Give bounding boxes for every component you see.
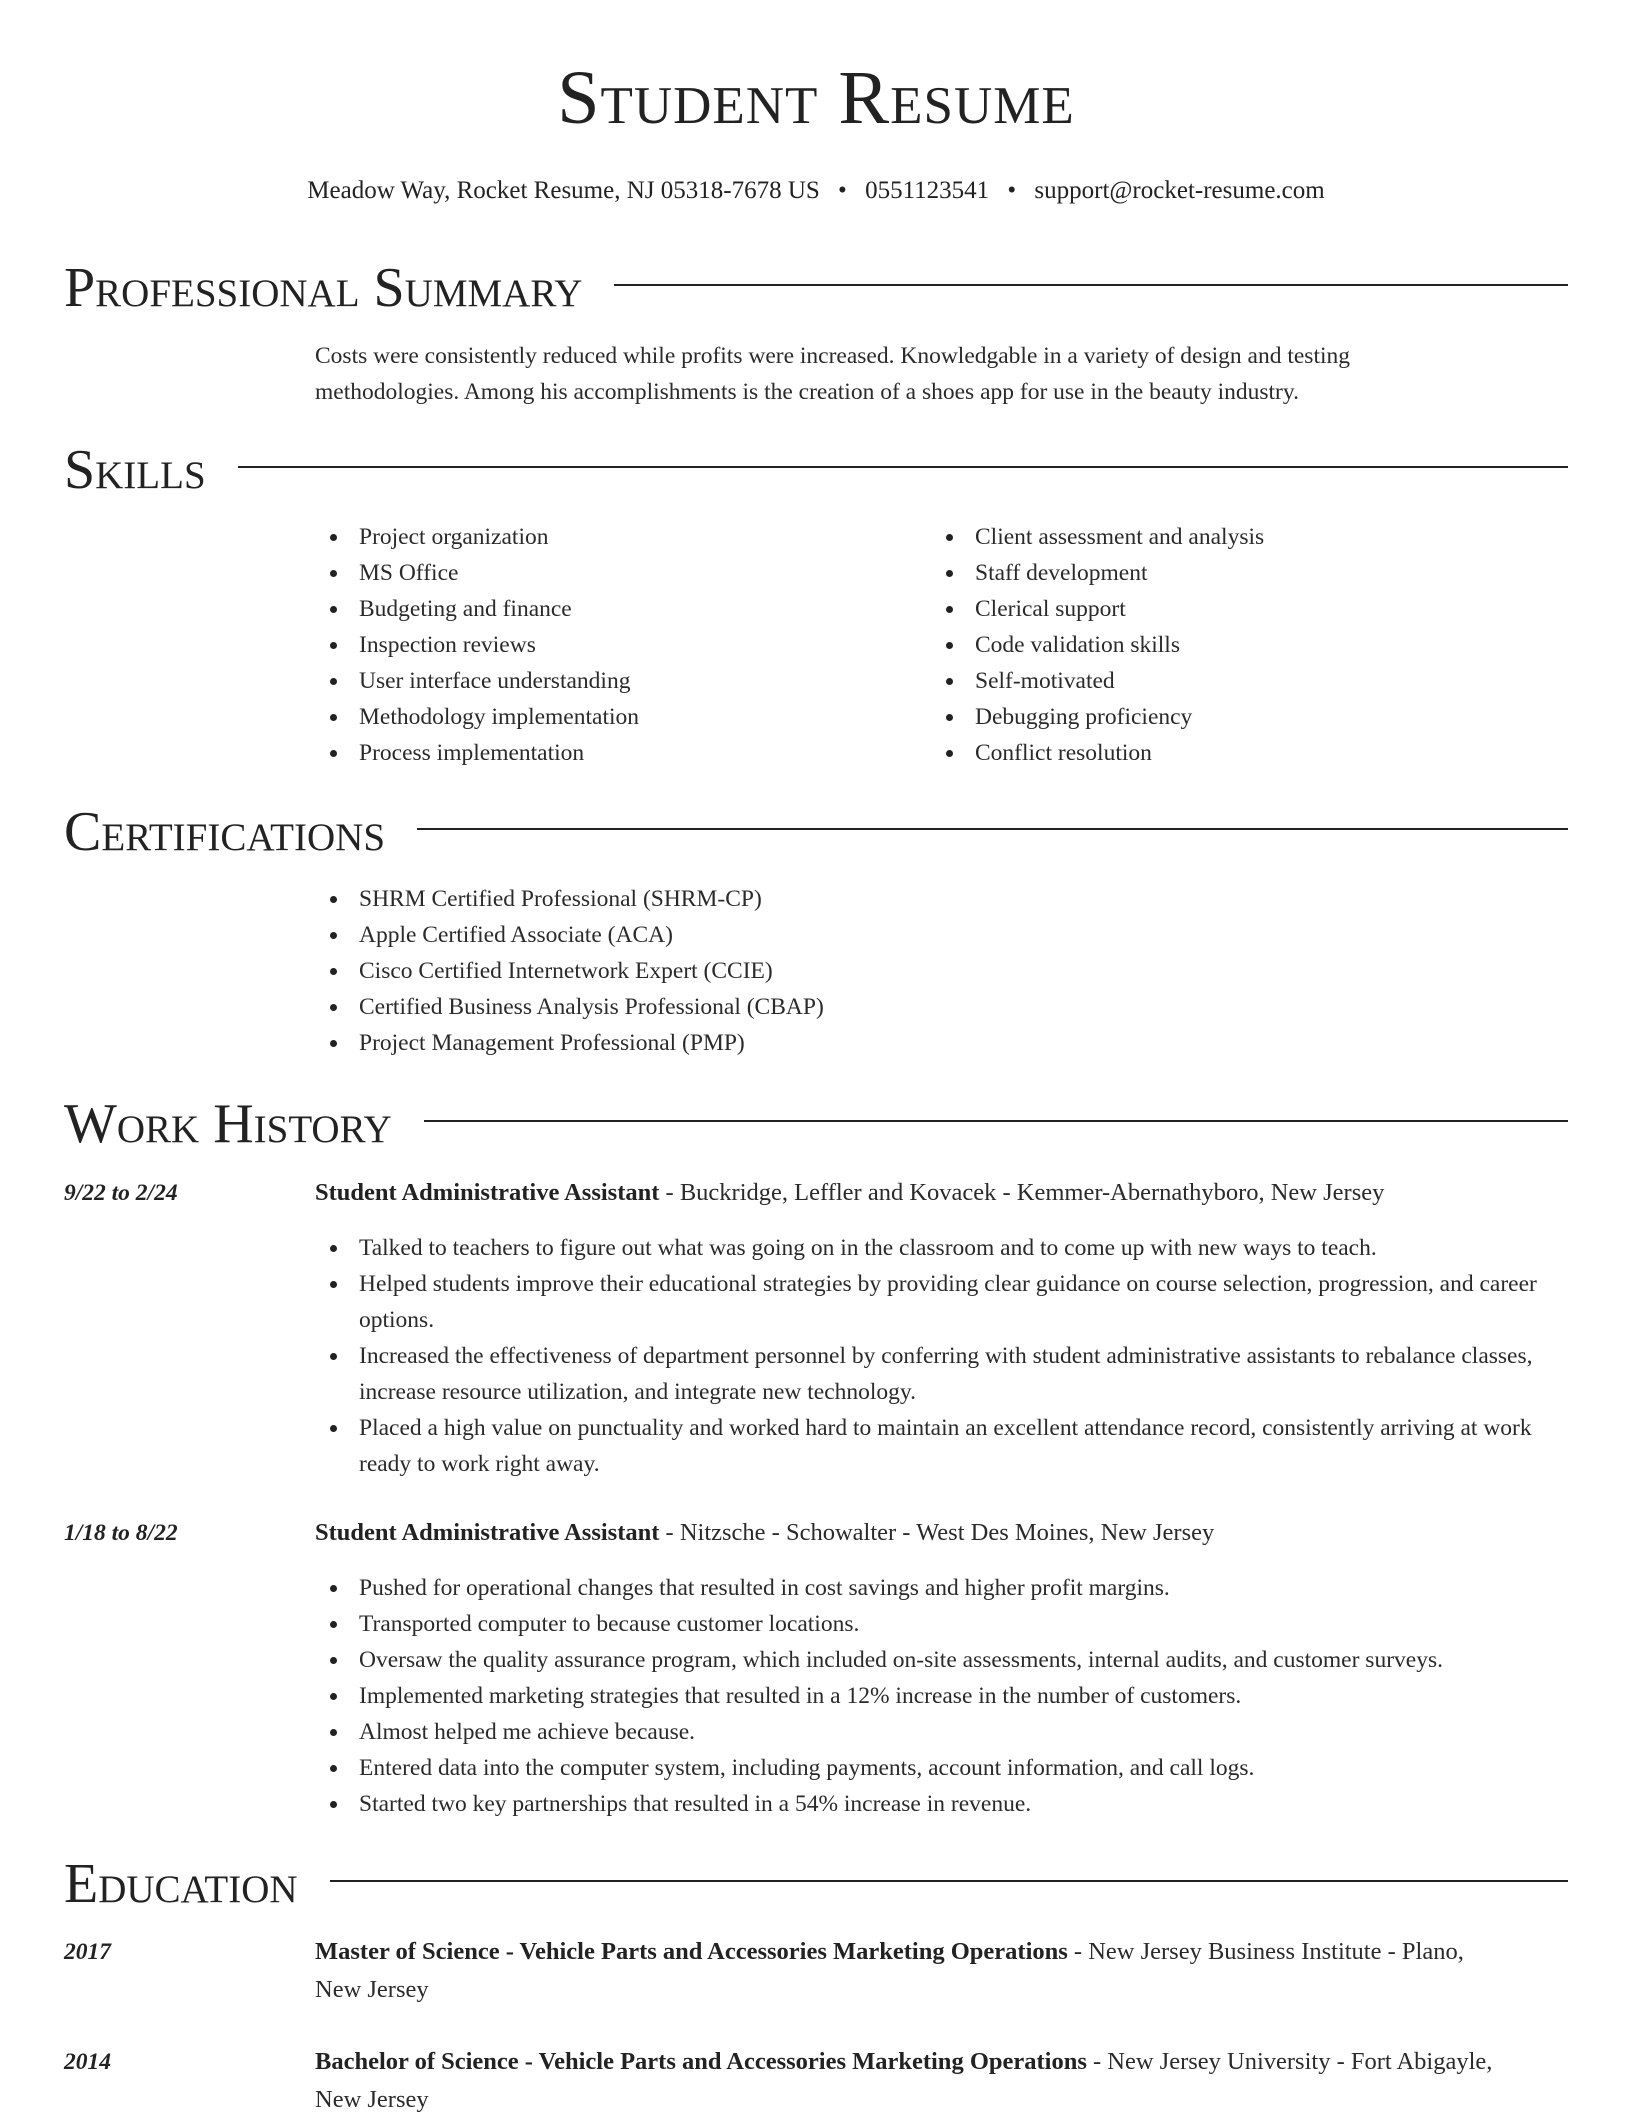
section-header-work-history [64, 1094, 1568, 1154]
job-title: Student Administrative Assistant [315, 1519, 660, 1546]
certification-item: Project Management Professional (PMP) [315, 1025, 1215, 1061]
contact-phone: 0551123541 [865, 177, 990, 204]
job-bullet: Helped students improve their educational strategies by providing clear guidance on course selection, progression, and career options. [315, 1266, 1570, 1338]
job-heading [315, 1174, 1495, 1212]
skill-item: Project organization [315, 519, 915, 555]
section-header-education [64, 1854, 1568, 1914]
section-divider [417, 828, 1568, 830]
section-divider [238, 466, 1568, 468]
skill-item: Code validation skills [931, 627, 1531, 663]
job-bullet: Entered data into the computer system, including payments, account information, and call logs. [315, 1750, 1570, 1786]
section-divider [424, 1120, 1568, 1122]
job-dates: 9/22 to 2/24 [64, 1180, 178, 1206]
section-divider [614, 284, 1568, 286]
contact-separator: • [1007, 177, 1017, 204]
contact-address: Meadow Way, Rocket Resume, NJ 05318-7678 US [307, 177, 820, 204]
skill-item: Debugging proficiency [931, 699, 1531, 735]
section-title-certifications: Certifications [64, 801, 386, 863]
certifications-list [315, 881, 1215, 1061]
section-title-work-history: Work History [64, 1093, 392, 1155]
skills-list-left [315, 519, 915, 771]
skill-item: Self-motivated [931, 663, 1531, 699]
resume-title: Student Resume [557, 56, 1075, 140]
job-bullet: Transported computer to because customer locations. [315, 1606, 1570, 1642]
education-year: 2017 [64, 1939, 111, 1965]
job-employer: - Nitzsche - Schowalter - West Des Moines, New Jersey [659, 1519, 1215, 1546]
section-title-skills: Skills [64, 439, 206, 501]
education-school: - New Jersey Business Institute - Plano, New Jersey [315, 1938, 1464, 2003]
job-bullet: Oversaw the quality assurance program, which included on-site assessments, internal audits, and customer surveys. [315, 1642, 1570, 1678]
job-bullet: Started two key partnerships that resulted in a 54% increase in revenue. [315, 1786, 1570, 1822]
skill-item: Clerical support [931, 591, 1531, 627]
job-bullet: Implemented marketing strategies that resulted in a 12% increase in the number of customers. [315, 1678, 1570, 1714]
certification-item: Certified Business Analysis Professional (CBAP) [315, 989, 1215, 1025]
certification-item: SHRM Certified Professional (SHRM-CP) [315, 881, 1215, 917]
education-entry [315, 2043, 1495, 2119]
skill-item: User interface understanding [315, 663, 915, 699]
skill-item: Client assessment and analysis [931, 519, 1531, 555]
skill-item: Inspection reviews [315, 627, 915, 663]
education-degree: Master of Science - Vehicle Parts and Accessories Marketing Operations [315, 1938, 1068, 1965]
skill-item: Process implementation [315, 735, 915, 771]
skill-item: Budgeting and finance [315, 591, 915, 627]
job-bullet: Placed a high value on punctuality and worked hard to maintain an excellent attendance record, consistently arriving at work ready to work right away. [315, 1410, 1570, 1482]
section-header-skills [64, 440, 1568, 500]
certification-item: Apple Certified Associate (ACA) [315, 917, 1215, 953]
job-bullet: Almost helped me achieve because. [315, 1714, 1570, 1750]
education-degree: Bachelor of Science - Vehicle Parts and Accessories Marketing Operations [315, 2048, 1087, 2075]
section-header-certifications [64, 802, 1568, 862]
section-title-summary: Professional Summary [64, 257, 583, 319]
contact-line [0, 175, 1632, 207]
job-bullet: Pushed for operational changes that resulted in cost savings and higher profit margins. [315, 1570, 1570, 1606]
job-bullets [315, 1230, 1570, 1482]
skill-item: Staff development [931, 555, 1531, 591]
job-title: Student Administrative Assistant [315, 1179, 660, 1206]
job-bullet: Talked to teachers to figure out what was going on in the classroom and to come up with new ways to teach. [315, 1230, 1570, 1266]
summary-text: Costs were consistently reduced while profits were increased. Knowledgable in a variety of design and testing methodologies. Among his accomplishments is the creation of a shoes app for use in the beauty industry. [315, 343, 1350, 405]
education-entry [315, 1933, 1495, 2009]
contact-separator: • [838, 177, 847, 204]
section-divider [330, 1880, 1568, 1882]
contact-email: support@rocket-resume.com [1034, 177, 1325, 204]
job-employer: - Buckridge, Leffler and Kovacek - Kemmer-Abernathyboro, New Jersey [659, 1179, 1385, 1206]
job-bullets [315, 1570, 1570, 1822]
skills-list-right [931, 519, 1531, 771]
education-school: - New Jersey University - Fort Abigayle, New Jersey [315, 2048, 1493, 2113]
skill-item: MS Office [315, 555, 915, 591]
certification-item: Cisco Certified Internetwork Expert (CCIE) [315, 953, 1215, 989]
job-heading [315, 1514, 1495, 1552]
skill-item: Methodology implementation [315, 699, 915, 735]
section-header-summary [64, 258, 1568, 318]
job-bullet: Increased the effectiveness of department personnel by conferring with student administrative assistants to rebalance classes, increase resource utilization, and integrate new technology. [315, 1338, 1570, 1410]
skill-item: Conflict resolution [931, 735, 1531, 771]
job-dates: 1/18 to 8/22 [64, 1520, 178, 1546]
education-year: 2014 [64, 2049, 111, 2075]
section-title-education: Education [64, 1853, 298, 1915]
